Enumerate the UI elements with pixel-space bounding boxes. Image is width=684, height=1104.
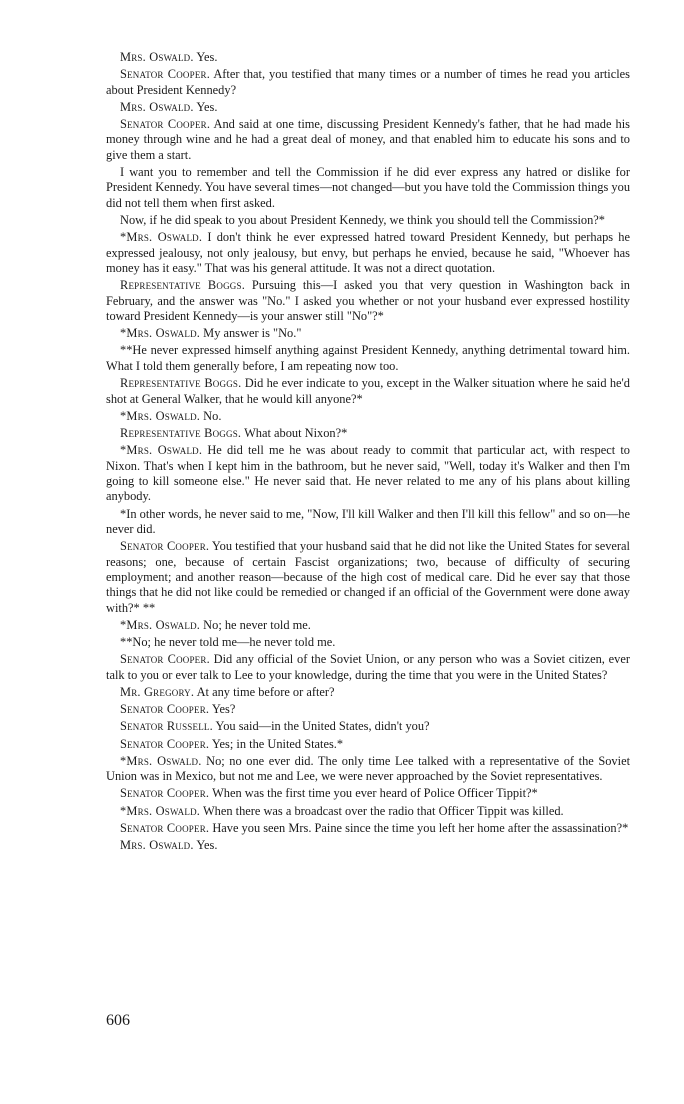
paragraph (106, 100, 630, 115)
paragraph-text: I don't think he ever expressed hatred toward President Kennedy, but perhaps he expressed jealousy, not only jealousy, but envy, but perhaps he envied, because he said, "Whoever has money has it easy." That was his general attitude. It was not a direct quotation. (106, 230, 631, 276)
paragraph (106, 786, 630, 801)
speaker-name: Senator Cooper. (120, 786, 210, 801)
paragraph-text: What about Nixon?* (244, 425, 348, 440)
speaker-name: Senator Cooper. (120, 736, 210, 751)
paragraph (106, 230, 630, 276)
speaker-name: Senator Cooper. (120, 702, 210, 717)
paragraph (106, 635, 630, 650)
paragraph-text: Yes. (196, 838, 218, 853)
paragraph-text: No; no one ever did. The only time Lee talked with a representative of the Soviet Union was in Mexico, but not me and Lee, we were never approached by the Soviet representatives. (106, 753, 631, 784)
speaker-name: Mr. Gregory. (120, 684, 195, 699)
speaker-name: Senator Cooper. (120, 117, 211, 132)
speaker-name: Mrs. Oswald. (120, 99, 194, 114)
speaker-name: *Mrs. Oswald. (120, 753, 202, 768)
paragraph (106, 343, 630, 374)
paragraph-text: When there was a broadcast over the radio that Officer Tippit was killed. (202, 803, 564, 818)
paragraph (106, 702, 630, 717)
paragraph (106, 685, 630, 700)
page-number: 606 (106, 1012, 130, 1029)
paragraph (106, 737, 630, 752)
paragraph-text: You said—in the United States, didn't you? (215, 719, 430, 734)
paragraph-text: He did tell me he was about ready to commit that particular act, with respect to Nixon. That's when I kept him in the bathroom, but he never said, "Well, today it's Walker and then I'm going to kill someone else." He never said that. He never related to me any of his plans about killing anybody. (106, 443, 630, 504)
paragraph-text: Have you seen Mrs. Paine since the time you left her home after the assassination?* (212, 820, 629, 835)
paragraph (106, 50, 630, 65)
paragraph (106, 618, 630, 633)
speaker-name: Mrs. Oswald. (120, 838, 194, 853)
transcript-body (106, 50, 630, 855)
speaker-name: Senator Cooper. (120, 820, 210, 835)
paragraph-text: I want you to remember and tell the Commission if he did ever express any hatred or dislike for President Kennedy. You have several times—not changed—but you have told the Commission things you did not tell them when first asked. (106, 165, 631, 210)
speaker-name: *Mrs. Oswald. (120, 803, 201, 818)
paragraph-text: After that, you testified that many times or a number of times he read you articles about President Kennedy? (106, 67, 630, 97)
speaker-name: Representative Boggs. (120, 425, 242, 440)
paragraph-text: Pursuing this—I asked you that very question in Washington back in February, and the answer was "No." I asked you whether or not your husband ever expressed hostility toward President Kennedy—is your answer still "No"?* (106, 278, 630, 324)
speaker-name: Senator Cooper. (120, 652, 210, 667)
paragraph (106, 507, 630, 538)
paragraph-text: No. (203, 408, 222, 423)
speaker-name: *Mrs. Oswald. (120, 230, 203, 245)
paragraph-text: **No; he never told me—he never told me. (120, 635, 336, 650)
paragraph-text: Yes. (196, 50, 218, 64)
paragraph (106, 67, 630, 98)
paragraph (106, 376, 630, 407)
paragraph-text: When was the first time you ever heard of Police Officer Tippit?* (212, 786, 538, 801)
paragraph-text: You testified that your husband said that he did not like the United States for several reasons; one, because of certain Fascist organizations; two, because of difficulty of securing employment; and another reason—because of the high cost of medical care. Did he ever say that those things that he did not like could be remedied or changed if an official of the Government were done away with?* ** (106, 539, 630, 615)
paragraph (106, 838, 630, 853)
paragraph (106, 821, 630, 836)
paragraph (106, 804, 630, 819)
paragraph-text: Did he ever indicate to you, except in the Walker situation where he said he'd shot at General Walker, that he would kill anyone?* (106, 376, 630, 406)
paragraph-text: My answer is "No." (203, 326, 302, 341)
paragraph-text: No; he never told me. (203, 617, 311, 632)
paragraph-text: *In other words, he never said to me, "Now, I'll kill Walker and then I'll kill this fellow" and so on—he never did. (106, 506, 630, 536)
paragraph-text: And said at one time, discussing President Kennedy's father, that he had made his money through wine and he had a great deal of money, and that enabled him to educate his sons and to give them a start. (106, 117, 630, 162)
paragraph-text: Yes. (196, 99, 218, 114)
paragraph (106, 426, 630, 441)
paragraph (106, 326, 630, 341)
paragraph (106, 539, 630, 616)
speaker-name: *Mrs. Oswald. (120, 326, 201, 341)
speaker-name: Representative Boggs. (120, 278, 245, 293)
paragraph-text: Did any official of the Soviet Union, or any person who was a Soviet citizen, ever talk to you or ever talk to Lee to your knowledge, during the time that you were in the United States? (106, 652, 630, 682)
speaker-name: Senator Russell. (120, 719, 213, 734)
speaker-name: *Mrs. Oswald. (120, 443, 203, 458)
paragraph-text: **He never expressed himself anything against President Kennedy, anything detrimental toward him. What I told them generally before, I am repeating now too. (106, 343, 630, 373)
paragraph-text: At any time before or after? (196, 684, 335, 699)
paragraph (106, 213, 630, 228)
speaker-name: Senator Cooper. (120, 539, 210, 554)
paragraph (106, 652, 630, 683)
paragraph (106, 719, 630, 734)
paragraph (106, 165, 630, 211)
speaker-name: Mrs. Oswald. (120, 50, 194, 64)
paragraph (106, 409, 630, 424)
speaker-name: Representative Boggs. (120, 376, 242, 391)
speaker-name: Senator Cooper. (120, 67, 211, 82)
speaker-name: *Mrs. Oswald. (120, 408, 201, 423)
paragraph (106, 117, 630, 163)
paragraph (106, 278, 630, 324)
paragraph (106, 443, 630, 505)
paragraph (106, 754, 630, 785)
paragraph-text: Now, if he did speak to you about President Kennedy, we think you should tell the Commission?* (120, 213, 606, 228)
paragraph-text: Yes? (211, 702, 236, 717)
paragraph-text: Yes; in the United States.* (211, 736, 344, 751)
speaker-name: *Mrs. Oswald. (120, 617, 201, 632)
